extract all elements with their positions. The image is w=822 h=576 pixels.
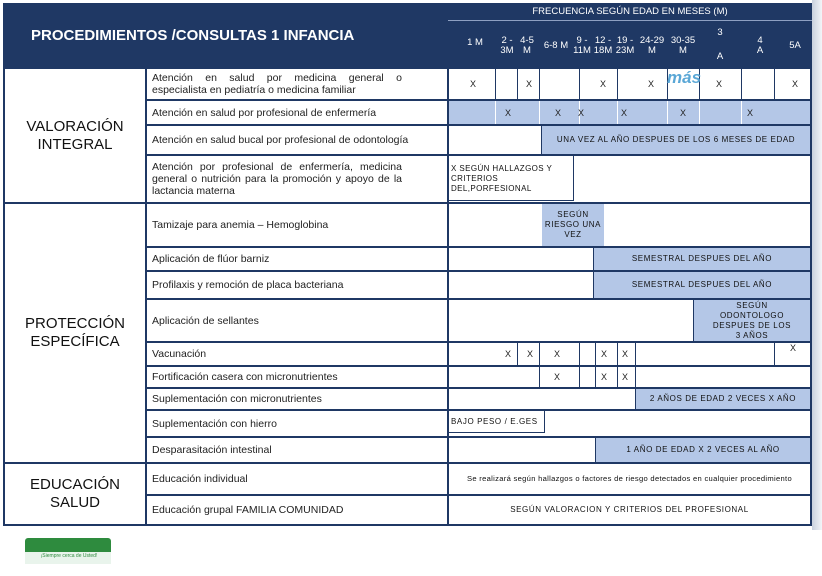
- category-valoracion: VALORACIÓN INTEGRAL: [26, 117, 124, 153]
- procedure-odontologia: Atención en salud bucal por profesional de odontología: [152, 134, 409, 146]
- note-lactancia: X SEGÚN HALLAZGOS Y CRITERIOS DEL,PORFESIONAL: [451, 164, 553, 193]
- category-proteccion-cell: [5, 204, 145, 462]
- procedure-row: [147, 496, 447, 524]
- mark-x: X: [553, 349, 560, 359]
- col-24-29m-bottom: M: [648, 45, 656, 56]
- procedure-row: [147, 101, 447, 124]
- col-2-3m-bottom: 3M: [500, 45, 514, 56]
- category-proteccion: PROTECCIÓN ESPECÍFICA: [24, 315, 125, 350]
- col-2-3m: [497, 36, 517, 56]
- col-5a: 5A: [789, 40, 801, 51]
- col-9-11m-bottom: 11M: [573, 45, 591, 56]
- col-19-23m-bottom: 23M: [615, 45, 635, 56]
- mark-x: X: [715, 79, 722, 89]
- mark-x: X: [554, 108, 561, 118]
- procedure-row: [147, 126, 447, 154]
- procedure-row: [147, 300, 447, 341]
- col-2-3m-top: 2 -: [501, 35, 513, 46]
- logo-slogan: ¡Siempre cerca de Usted!: [40, 553, 98, 559]
- mark-x: X: [789, 343, 796, 353]
- col-24-29m-top: 24-29: [639, 35, 665, 46]
- mark-x: X: [525, 79, 532, 89]
- col-3a: [708, 28, 732, 62]
- mark-x: X: [553, 372, 560, 382]
- note-profilaxis: SEMESTRAL DESPUES DEL AÑO: [594, 272, 810, 298]
- category-educacion-cell: [5, 464, 145, 524]
- col-30-35m: [667, 36, 699, 56]
- procedure-profilaxis: Profilaxis y remoción de placa bacteriana: [152, 279, 344, 291]
- grid-row-micronutrientes-empty: [449, 389, 635, 409]
- procedure-row: [147, 343, 447, 365]
- procedure-row: [147, 248, 447, 270]
- col-4a-top: 4: [757, 35, 763, 46]
- procedure-enfermeria: Atención en salud por profesional de enfermería: [152, 106, 377, 119]
- mark-x: X: [600, 372, 607, 382]
- logo: [25, 538, 111, 564]
- col-19-23m-top: 19 -: [616, 35, 634, 46]
- grid-row-fluor-empty: [449, 248, 593, 270]
- grid-divider: [544, 411, 545, 433]
- procedure-row: [147, 272, 447, 298]
- col-9-11m-top: 9 -: [576, 35, 588, 46]
- col-12-18m: [591, 36, 615, 56]
- mark-x: X: [504, 349, 511, 359]
- procedure-fluor: Aplicación de flúor barniz: [152, 253, 270, 265]
- mark-x: X: [647, 79, 654, 89]
- mark-x: X: [620, 108, 627, 118]
- procedure-educacion-grupal: Educación grupal FAMILIA COMUNIDAD: [152, 504, 344, 516]
- note-fluor: SEMESTRAL DESPUES DEL AÑO: [594, 248, 810, 270]
- procedure-vacunacion: Vacunación: [152, 348, 207, 360]
- mark-x: X: [746, 108, 753, 118]
- page-title: PROCEDIMIENTOS /CONSULTAS 1 INFANCIA: [31, 26, 355, 44]
- grid-divider: [573, 156, 574, 201]
- grid-row-medicina-lines: [449, 69, 810, 99]
- col-30-35m-top: 30-35: [670, 35, 696, 46]
- frequency-header: FRECUENCIA SEGÚN EDAD EN MESES (M): [448, 5, 812, 19]
- mark-x: X: [504, 108, 511, 118]
- procedure-sellantes: Aplicación de sellantes: [152, 314, 259, 327]
- col-4-5m: [516, 36, 538, 56]
- procedure-anemia: Tamizaje para anemia – Hemoglobina: [152, 219, 329, 231]
- procedure-row: [147, 156, 447, 202]
- title-cell: [3, 3, 447, 67]
- grid-row-odontologia-empty: [449, 126, 541, 154]
- col-4a: [748, 36, 772, 56]
- mark-x: X: [679, 108, 686, 118]
- procedure-row: [147, 464, 447, 494]
- procedure-row: [147, 438, 447, 462]
- col-19-23m: [613, 36, 637, 56]
- note-educacion-individual: Se realizará según hallazgos o factores de riesgo detectados en cualquier procedimiento: [449, 464, 810, 494]
- col-12-18m-top: 12 -: [594, 35, 612, 46]
- note-educacion-grupal: SEGÚN VALORACION Y CRITERIOS DEL PROFESIONAL: [449, 496, 810, 524]
- mark-x: X: [526, 349, 533, 359]
- mark-x: X: [599, 79, 606, 89]
- note-sellantes: SEGÚN ODONTOLOGO DESPUES DE LOS 3 AÑOS: [694, 300, 810, 341]
- col-3a-bottom: A: [716, 51, 724, 62]
- procedure-lactancia: Atención por profesional de enfermería, medicina general o nutrición para la promoción y apoyo de la lactancia materna: [152, 161, 402, 197]
- grid-row-anemia: [449, 204, 810, 246]
- procedure-row: [147, 69, 447, 99]
- note-odontologia: UNA VEZ AL AÑO DESPUES DE LOS 6 MESES DE EDAD: [542, 126, 810, 154]
- procedure-micronutrientes: Suplementación con micronutrientes: [152, 393, 322, 405]
- note-micronutrientes: 2 AÑOS DE EDAD 2 VECES X AÑO: [636, 389, 810, 409]
- watermark-mas: más: [667, 68, 702, 87]
- grid-row-sellantes-empty: [449, 300, 693, 341]
- note-desparasitacion: 1 AÑO DE EDAD X 2 VECES AL AÑO: [596, 438, 810, 462]
- col-6-8m: 6-8 M: [543, 40, 569, 51]
- procedure-row: [147, 389, 447, 409]
- frequency-header-line: [448, 20, 812, 21]
- mark-x: X: [791, 79, 798, 89]
- procedure-row: [147, 367, 447, 387]
- col-1m: 1 M: [467, 37, 483, 48]
- note-anemia: SEGÚN RIESGO UNA VEZ: [542, 204, 604, 246]
- grid-row-profilaxis-empty: [449, 272, 593, 298]
- col-3a-top: 3: [717, 27, 723, 38]
- mark-x: X: [621, 349, 628, 359]
- category-educacion: EDUCACIÓN SALUD: [29, 476, 120, 511]
- right-shadow: [812, 0, 822, 530]
- procedure-desparasitacion: Desparasitación intestinal: [152, 444, 272, 456]
- col-24-29m: [636, 36, 668, 56]
- grid-divider: [449, 432, 544, 433]
- procedure-hierro: Suplementación con hierro: [152, 417, 277, 430]
- procedure-row: [147, 411, 447, 436]
- grid-row-desparasitacion-empty: [449, 438, 595, 462]
- mark-x: X: [600, 349, 607, 359]
- mark-x: X: [577, 108, 584, 118]
- note-hierro: BAJO PESO / E.GES: [451, 417, 538, 426]
- procedure-medicina: Atención en salud por medicina general o especialista en pediatría o medicina familiar: [152, 72, 402, 96]
- col-4-5m-top: 4-5: [520, 35, 534, 46]
- category-valoracion-cell: [5, 69, 145, 202]
- col-30-35m-bottom: M: [679, 45, 687, 56]
- grid-divider: [449, 200, 573, 201]
- procedure-row: [147, 204, 447, 246]
- mark-x: X: [469, 79, 476, 89]
- col-4-5m-bottom: M: [523, 45, 531, 56]
- procedure-fortificacion: Fortificación casera con micronutrientes: [152, 371, 338, 383]
- mark-x: X: [621, 372, 628, 382]
- col-4a-bottom: A: [756, 45, 764, 56]
- col-12-18m-bottom: 18M: [593, 45, 613, 56]
- procedure-educacion-individual: Educación individual: [152, 473, 248, 485]
